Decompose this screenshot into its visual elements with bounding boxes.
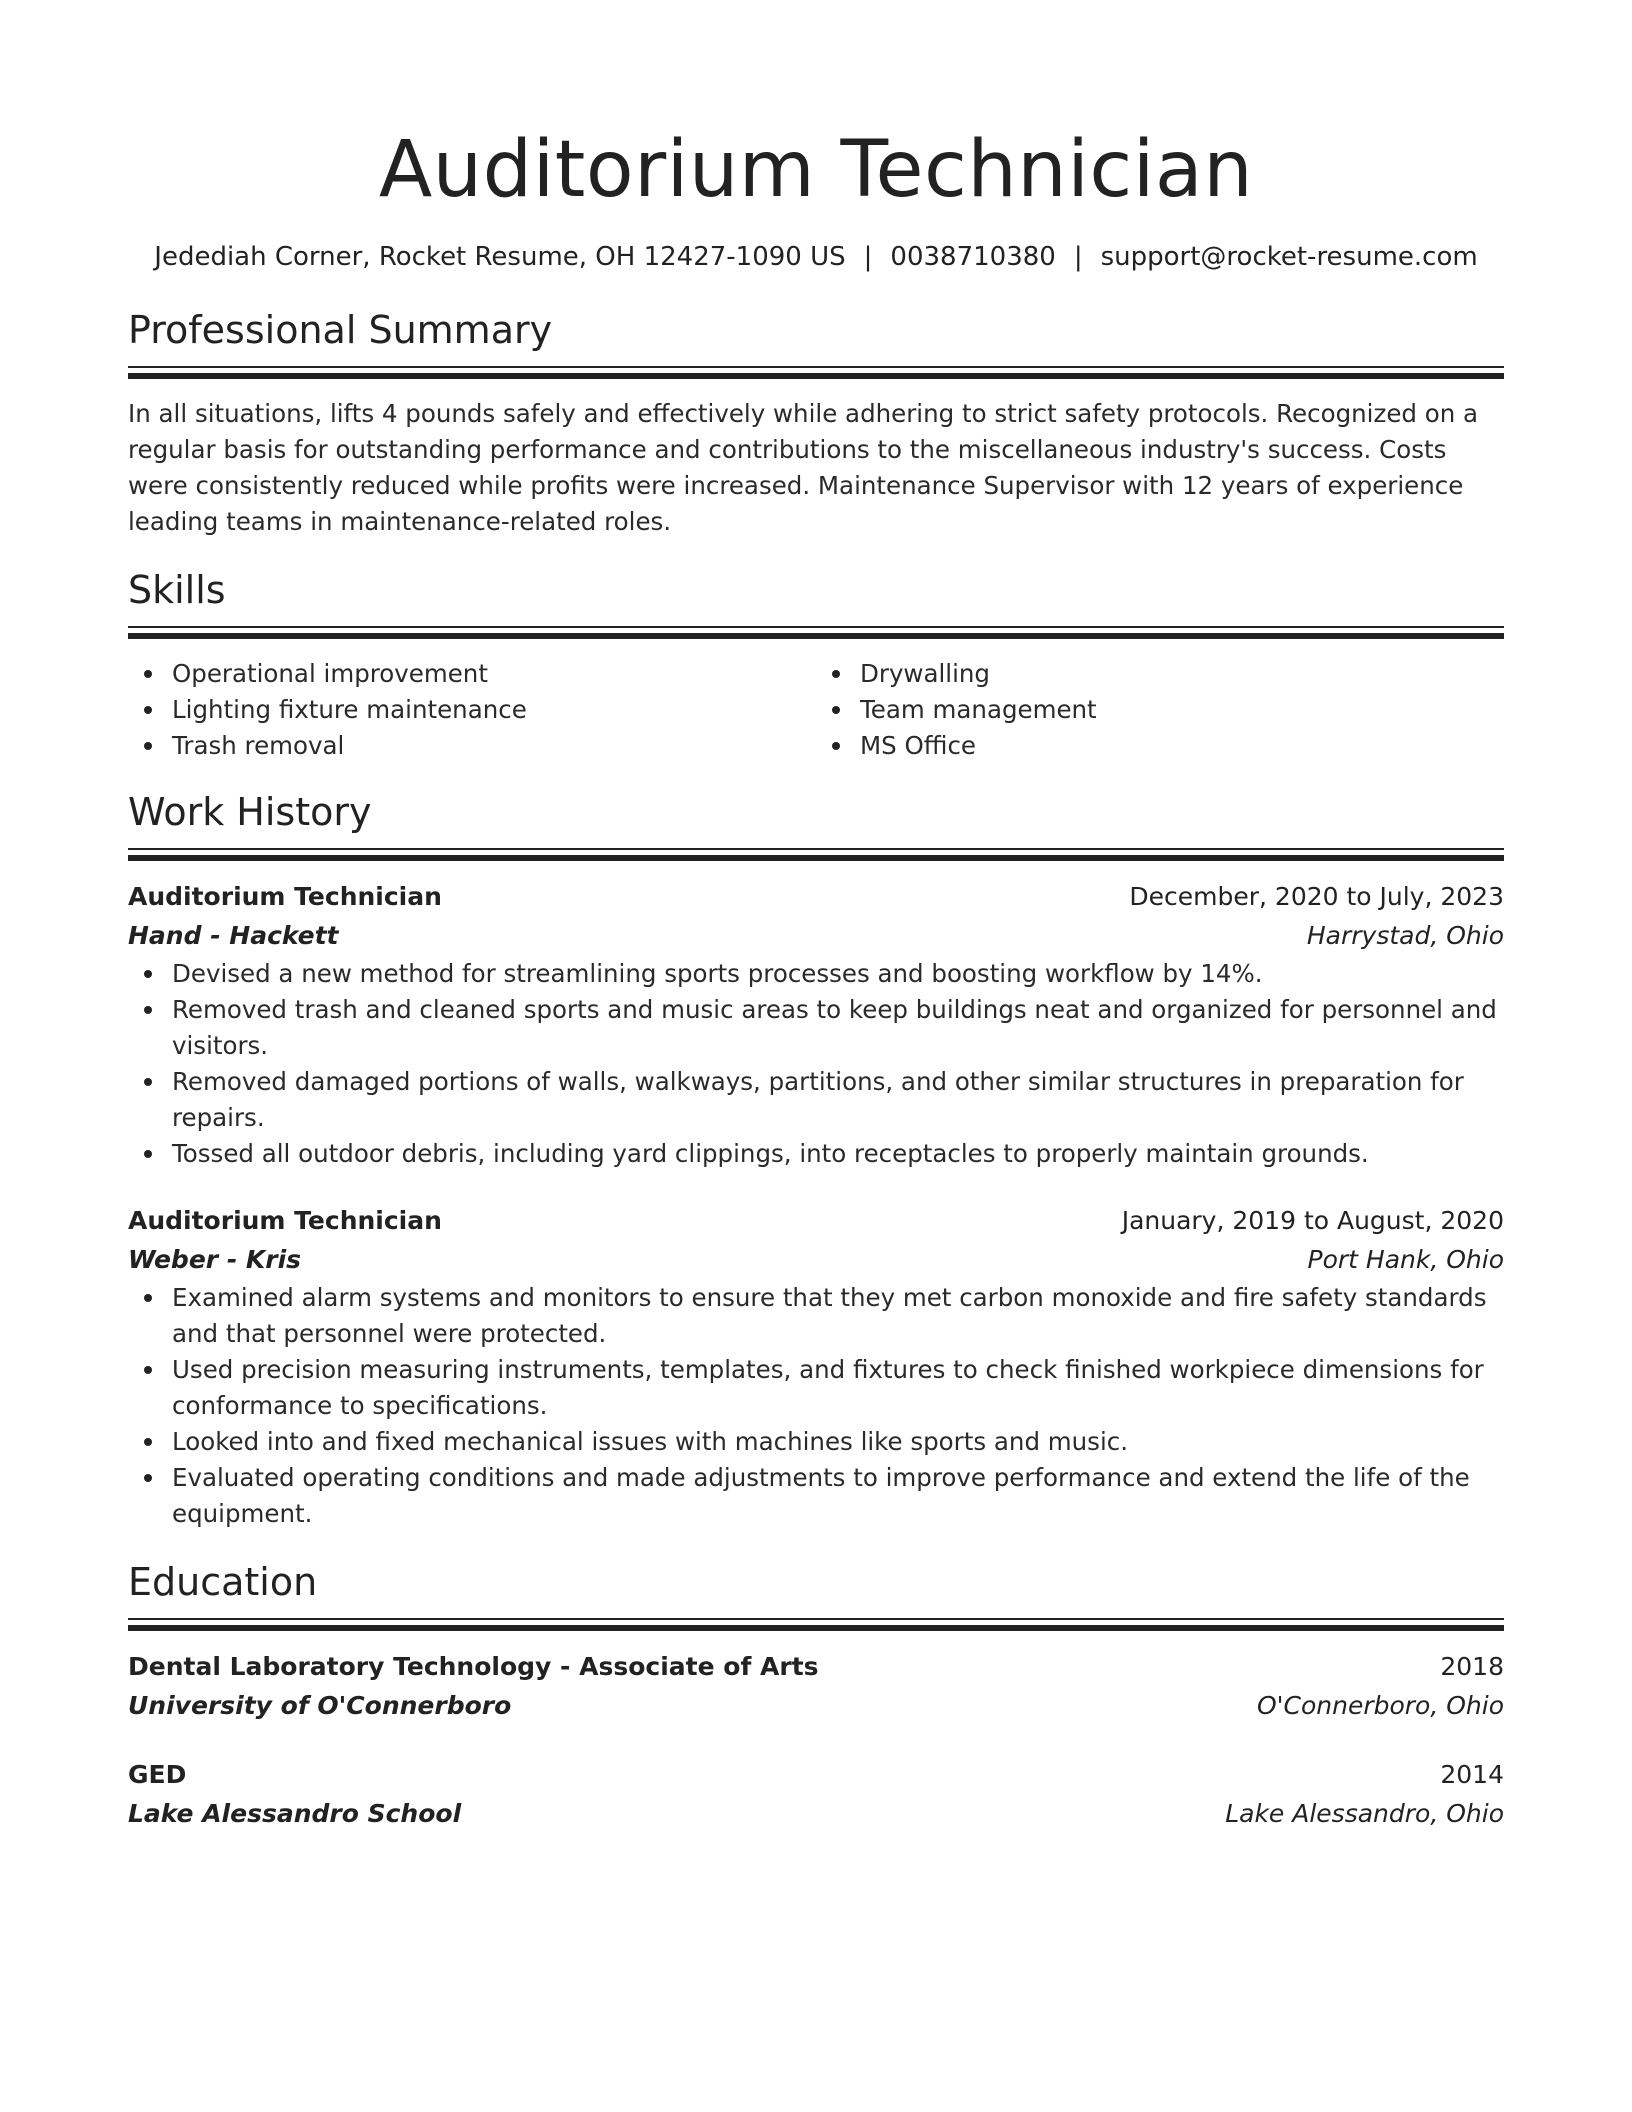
- job-bullet: Tossed all outdoor debris, including yard clippings, into receptacles to properly maintain grounds.: [172, 1136, 1504, 1172]
- section-title-work-history: Work History: [128, 790, 372, 834]
- skills-column-right: [816, 656, 1504, 764]
- job-location: Harrystad, Ohio: [1306, 921, 1504, 950]
- section-title-skills: Skills: [128, 568, 226, 612]
- education-entry: [128, 1648, 1504, 1726]
- bullet-icon: [832, 670, 840, 678]
- bullet-icon: [144, 1078, 152, 1086]
- education-degree: Dental Laboratory Technology - Associate of Arts: [128, 1652, 819, 1681]
- section-divider: [128, 1618, 1504, 1632]
- bullet-icon: [832, 706, 840, 714]
- education-year: 2018: [1440, 1652, 1504, 1681]
- bullet-icon: [144, 670, 152, 678]
- contact-separator: |: [863, 242, 873, 272]
- education-section: [128, 1558, 1504, 1834]
- summary-text: In all situations, lifts 4 pounds safely and effectively while adhering to strict safety protocols. Recognized on a regular basis for outstanding performance and contributions to the miscellaneous industry's success. Costs were consistently reduced while profits were increased. Maintenance Supervisor with 12 years of experience leading teams in maintenance-related roles.: [128, 399, 1479, 536]
- job-company: Weber - Kris: [128, 1245, 302, 1274]
- job-location: Port Hank, Ohio: [1307, 1245, 1504, 1274]
- job-bullet: Removed trash and cleaned sports and music areas to keep buildings neat and organized for personnel and visitors.: [172, 992, 1504, 1064]
- job-bullet: Used precision measuring instruments, templates, and fixtures to check finished workpiece dimensions for conformance to specifications.: [172, 1352, 1504, 1424]
- job-bullets: [128, 956, 1504, 1172]
- skill-item: Operational improvement: [172, 656, 816, 692]
- section-divider: [128, 848, 1504, 862]
- bullet-icon: [144, 1474, 152, 1482]
- job-title: Auditorium Technician: [128, 882, 442, 911]
- skill-item: Drywalling: [860, 656, 1504, 692]
- contact-address: Jedediah Corner, Rocket Resume, OH 12427-1090 US: [154, 242, 846, 272]
- education-year: 2014: [1440, 1760, 1504, 1789]
- job-bullet: Evaluated operating conditions and made adjustments to improve performance and extend the life of the equipment.: [172, 1460, 1504, 1532]
- job-bullet: Looked into and fixed mechanical issues with machines like sports and music.: [172, 1424, 1504, 1460]
- skills-column-left: [128, 656, 816, 764]
- contact-phone: 0038710380: [890, 242, 1056, 272]
- job-dates: December, 2020 to July, 2023: [1129, 882, 1504, 911]
- bullet-icon: [144, 1006, 152, 1014]
- section-title-education: Education: [128, 1560, 318, 1604]
- education-degree: GED: [128, 1760, 187, 1789]
- section-title-summary: Professional Summary: [128, 308, 553, 352]
- job-title: Auditorium Technician: [128, 1206, 442, 1235]
- job-bullets: [128, 1280, 1504, 1532]
- bullet-icon: [144, 1294, 152, 1302]
- contact-separator: |: [1073, 242, 1083, 272]
- work-history-section: [128, 788, 1504, 1532]
- job-dates: January, 2019 to August, 2020: [1121, 1206, 1504, 1235]
- education-entry: [128, 1756, 1504, 1834]
- job-bullet: Devised a new method for streamlining sports processes and boosting workflow by 14%.: [172, 956, 1504, 992]
- job-bullet: Examined alarm systems and monitors to ensure that they met carbon monoxide and fire safety standards and that personnel were protected.: [172, 1280, 1504, 1352]
- job-entry: [128, 1202, 1504, 1532]
- education-location: O'Connerboro, Ohio: [1256, 1691, 1504, 1720]
- bullet-icon: [144, 706, 152, 714]
- bullet-icon: [144, 970, 152, 978]
- bullet-icon: [144, 742, 152, 750]
- skills-section: [128, 566, 1504, 764]
- education-location: Lake Alessandro, Ohio: [1225, 1799, 1504, 1828]
- job-bullet: Removed damaged portions of walls, walkways, partitions, and other similar structures in preparation for repairs.: [172, 1064, 1504, 1136]
- contact-email: support@rocket-resume.com: [1100, 242, 1478, 272]
- skill-item: Trash removal: [172, 728, 816, 764]
- bullet-icon: [144, 1150, 152, 1158]
- education-school: Lake Alessandro School: [128, 1799, 462, 1828]
- section-divider: [128, 366, 1504, 380]
- bullet-icon: [832, 742, 840, 750]
- bullet-icon: [144, 1438, 152, 1446]
- skill-item: Team management: [860, 692, 1504, 728]
- skills-list: [128, 656, 1504, 764]
- job-company: Hand - Hackett: [128, 921, 339, 950]
- skill-item: Lighting fixture maintenance: [172, 692, 816, 728]
- resume-name: Auditorium Technician: [378, 125, 1254, 215]
- education-school: University of O'Connerboro: [128, 1691, 512, 1720]
- contact-line: [128, 240, 1504, 274]
- summary-section: [128, 306, 1504, 540]
- skill-item: MS Office: [860, 728, 1504, 764]
- job-entry: [128, 878, 1504, 1172]
- bullet-icon: [144, 1366, 152, 1374]
- section-divider: [128, 626, 1504, 640]
